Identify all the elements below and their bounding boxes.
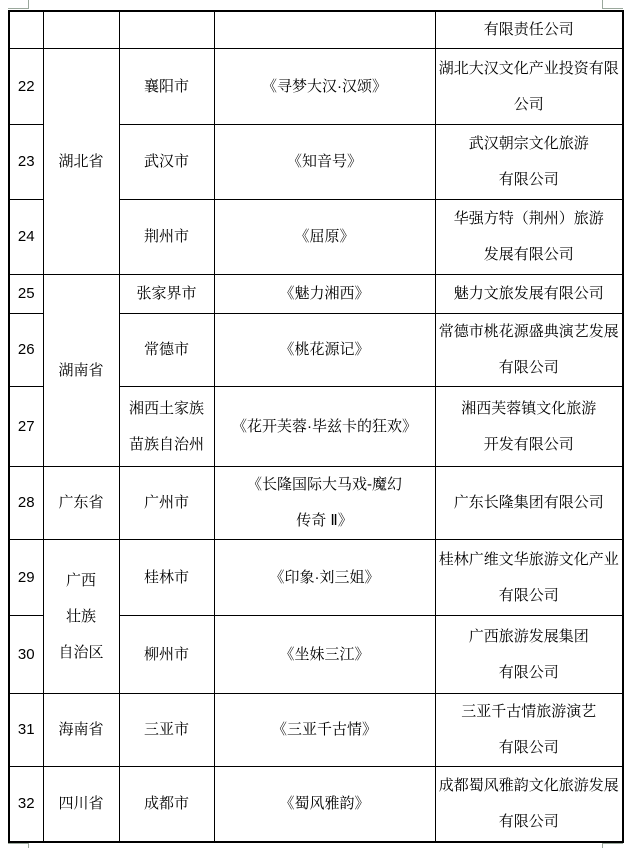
row-number: 31 [17,721,35,738]
province-cell [43,49,119,275]
page-margin-corner-top-left-icon [8,0,29,9]
company-cell [435,540,623,616]
num-cell [9,467,43,540]
province-cell [43,540,119,694]
company-cell [435,767,623,842]
row-number: 22 [17,77,35,95]
company-cell [435,125,623,200]
show-line: 《寻梦大汉·汉颂》 [262,77,387,95]
company-cell [435,694,623,767]
num-cell [9,540,43,616]
show-line: 《知音号》 [286,153,362,170]
num-cell [9,125,43,200]
province-line: 自治区 [58,643,104,661]
company-line: 广西旅游发展集团 [468,627,589,645]
show-line: 《蜀风雅韵》 [279,794,370,812]
table-row-29 [9,540,623,616]
city-cell [119,694,214,767]
city-line: 襄阳市 [143,77,189,95]
num-cell [9,49,43,125]
page-margin-corner-bottom-right-icon [602,843,623,848]
company-line: 三亚千古情旅游演艺 [461,703,597,720]
show-line: 传奇 Ⅱ》 [296,512,353,529]
city-line: 荆州市 [143,228,189,245]
num-cell [9,767,43,842]
province-line: 海南省 [58,721,104,738]
company-line: 广东长隆集团有限公司 [453,494,604,511]
company-cell [435,314,623,387]
show-cell [214,200,435,275]
city-line: 武汉市 [143,153,189,170]
city-cell [119,616,214,694]
company-line: 有限公司 [498,359,559,376]
company-line: 武汉朝宗文化旅游 [468,135,589,152]
company-line: 常德市桃花源盛典演艺发展 [438,323,619,340]
show-line: 《长隆国际大马戏-魔幻 [247,476,402,493]
table-row-28 [9,467,623,540]
company-cell [435,467,623,540]
page-margin-corner-bottom-left-icon [8,843,29,848]
num-cell [9,275,43,314]
company-cell [435,11,623,49]
company-line: 公司 [513,95,544,113]
table-row-25 [9,275,623,314]
province-cell [43,767,119,842]
city-cell [119,314,214,387]
city-line: 张家界市 [136,285,197,302]
show-line: 《桃花源记》 [279,341,370,358]
company-line: 开发有限公司 [483,435,574,453]
row-number: 23 [17,153,35,170]
city-line: 成都市 [143,794,189,812]
company-line: 成都蜀风雅韵文化旅游发展 [438,776,619,794]
city-cell [119,467,214,540]
company-line: 有限公司 [498,586,559,604]
num-cell [9,616,43,694]
row-number: 28 [17,494,35,511]
table-row-32 [9,767,623,842]
show-cell [214,49,435,125]
num-cell [9,694,43,767]
table-row-22 [9,49,623,125]
province-line: 四川省 [58,794,104,812]
row-number: 32 [17,794,35,812]
show-line: 《魅力湘西》 [279,285,370,302]
num-cell [9,314,43,387]
performance-roster-table [8,10,624,843]
company-line: 湘西芙蓉镇文化旅游 [461,399,597,417]
show-line: 《花开芙蓉·毕兹卡的狂欢》 [232,417,417,435]
row-number: 30 [17,645,35,663]
province-line: 广西 [65,571,96,589]
show-cell [214,616,435,694]
company-cell [435,200,623,275]
city-line: 三亚市 [143,721,189,738]
province-line: 广东省 [58,494,104,511]
company-line: 魅力文旅发展有限公司 [453,285,604,302]
num-cell [9,200,43,275]
show-line: 《屈原》 [294,228,355,245]
company-cell [435,49,623,125]
company-line: 有限公司 [498,171,559,188]
city-cell [119,275,214,314]
company-line: 有限公司 [498,739,559,756]
show-cell [214,314,435,387]
show-cell [214,540,435,616]
company-line: 湖北大汉文化产业投资有限 [438,59,619,77]
city-line: 苗族自治州 [128,435,204,453]
show-cell [214,275,435,314]
show-cell [214,467,435,540]
show-cell [214,767,435,842]
province-line: 湖南省 [58,361,104,379]
show-cell [214,11,435,49]
province-line: 湖北省 [58,152,104,170]
city-line: 广州市 [143,494,189,511]
row-number: 27 [17,417,35,435]
city-line: 桂林市 [143,568,189,586]
city-line: 柳州市 [143,645,189,663]
num-cell [9,11,43,49]
company-line: 有限公司 [498,812,559,830]
show-cell [214,387,435,467]
page-margin-corner-top-right-icon [602,0,623,9]
company-cell [435,275,623,314]
show-cell [214,694,435,767]
city-cell [119,767,214,842]
row-number: 26 [17,341,35,358]
province-cell [43,11,119,49]
company-line: 桂林广维文华旅游文化产业 [438,550,619,568]
city-cell [119,11,214,49]
show-line: 《印象·刘三姐》 [269,568,380,586]
num-cell [9,387,43,467]
row-number: 24 [17,228,35,245]
city-cell [119,49,214,125]
province-cell [43,275,119,467]
province-line: 壮族 [65,607,96,625]
province-cell [43,467,119,540]
province-cell [43,694,119,767]
row-number: 29 [17,568,35,586]
company-line: 华强方特（荆州）旅游 [453,210,604,227]
company-line: 有限公司 [498,663,559,681]
show-line: 《坐妹三江》 [279,645,370,663]
company-line: 发展有限公司 [483,246,574,263]
city-cell [119,200,214,275]
company-cell [435,616,623,694]
city-line: 湘西土家族 [128,399,204,417]
city-line: 常德市 [143,341,189,358]
city-cell [119,125,214,200]
city-cell [119,540,214,616]
show-cell [214,125,435,200]
table-row-partial [9,11,623,49]
show-line: 《三亚千古情》 [271,721,377,738]
company-cell [435,387,623,467]
row-number: 25 [17,285,35,302]
company-line: 有限责任公司 [483,21,574,38]
city-cell [119,387,214,467]
table-row-31 [9,694,623,767]
